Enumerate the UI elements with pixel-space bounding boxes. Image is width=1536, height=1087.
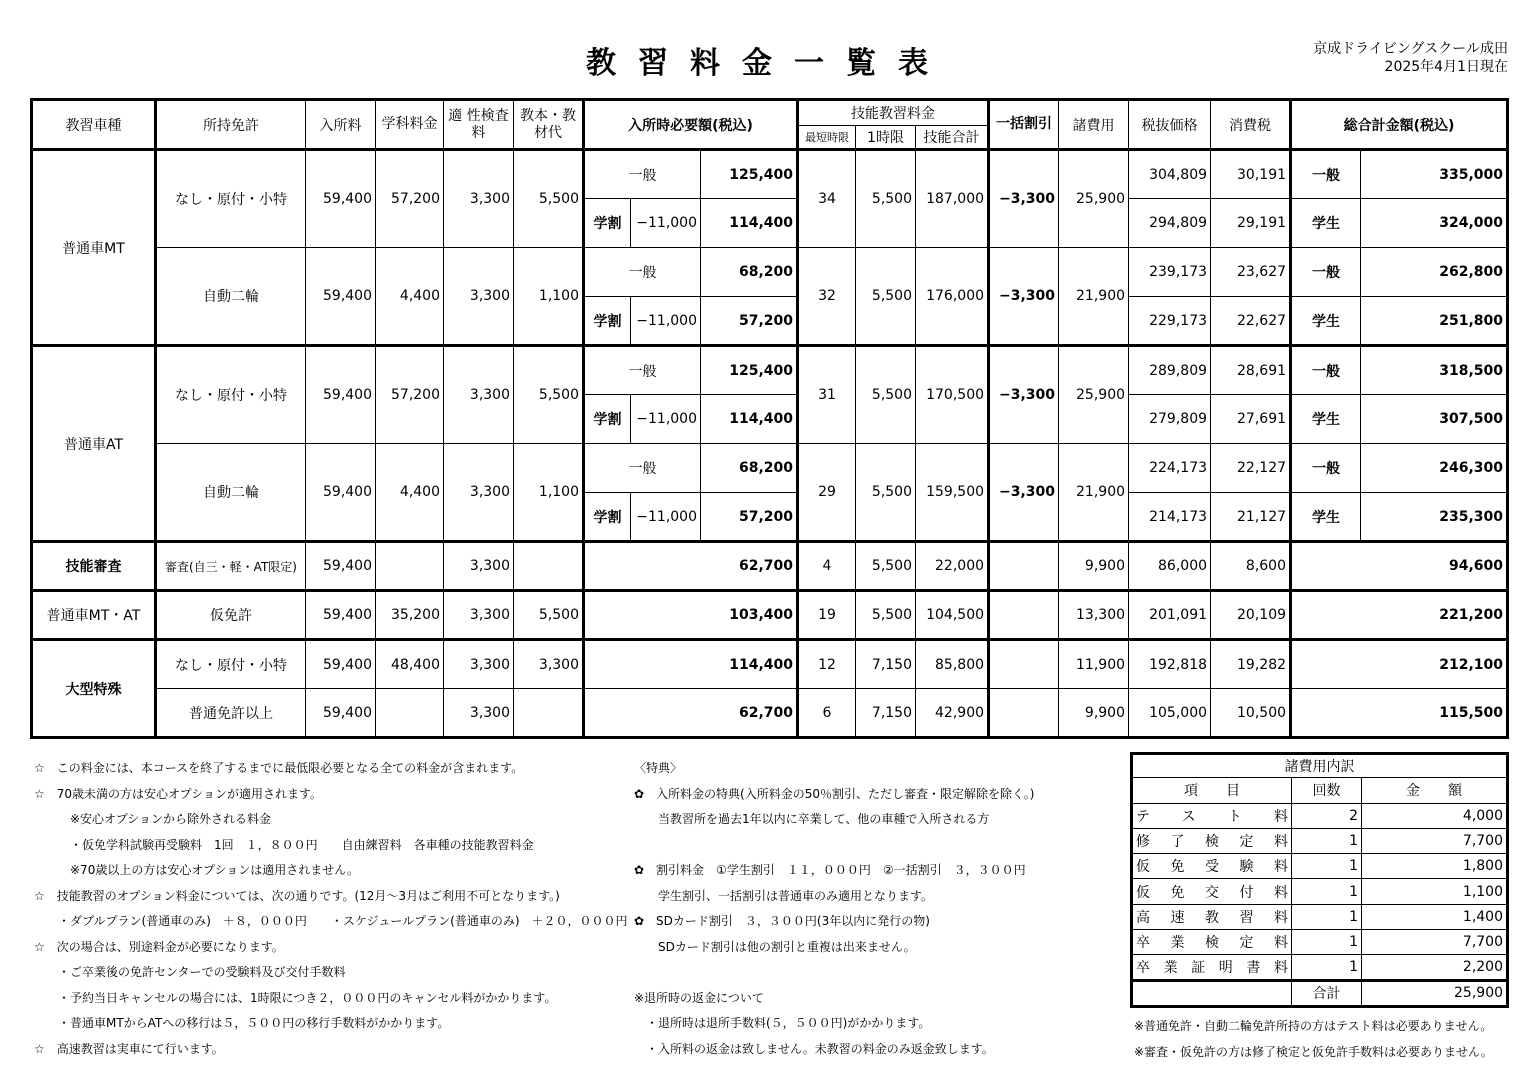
textbook-fee: 1,100: [514, 444, 584, 542]
misc-breakdown-table: [1130, 752, 1509, 1008]
table-row: [32, 346, 1508, 395]
license-cell: 自動二輪: [156, 444, 306, 542]
school-name: 京成ドライビングスクール成田: [1313, 41, 1508, 57]
note-line: ✿ SDカード割引 ３，３００円(3年以内に発行の物): [634, 914, 930, 928]
header-per-hour: 1時限: [856, 126, 916, 150]
header-license: 所持免許: [156, 100, 306, 150]
pretax-general: 239,173: [1129, 248, 1211, 297]
per-hour: 5,500: [856, 444, 916, 542]
header-entry: 入所料: [306, 100, 376, 150]
skill-total: 104,500: [916, 591, 989, 640]
header-row: [32, 100, 1508, 126]
item-name: 卒業検定料: [1132, 930, 1292, 955]
academic-fee: 57,200: [376, 150, 444, 248]
student-disc-label: 学割: [584, 493, 631, 542]
grand-total: 212,100: [1291, 640, 1508, 689]
skill-total: 85,800: [916, 640, 989, 689]
note-line: ・仮免学科試験再受験料 1回 １，８００円 自由練習料 各車種の技能教習料金: [34, 837, 534, 852]
tax-student: 21,127: [1211, 493, 1291, 542]
textbook-fee: 5,500: [514, 346, 584, 444]
general-label: 一般: [584, 150, 701, 199]
header-aptitude: 適 性検査料: [444, 100, 514, 150]
total-row: [1132, 980, 1508, 1006]
item-count: 1: [1292, 904, 1362, 929]
note-line: ✿ 割引料金 ①学生割引 １１，０００円 ②一括割引 ３，３００円: [634, 863, 1026, 877]
item-count: 2: [1292, 803, 1362, 828]
license-cell: 審査(自三・軽・AT限定): [156, 542, 306, 591]
note-line: 〈特典〉: [634, 761, 683, 775]
item-amount: 1,100: [1362, 879, 1508, 904]
item-amount: 2,200: [1362, 955, 1508, 980]
pretax-general: 304,809: [1129, 150, 1211, 199]
header-vehicle: 教習車種: [32, 100, 156, 150]
note-line: ☆ 技能教習のオプション料金については、次の通りです。(12月～3月はご利用不可となります。): [34, 888, 560, 903]
misc-fee: 11,900: [1059, 640, 1129, 689]
grand-general-label: 一般: [1291, 248, 1361, 297]
table-row: [32, 591, 1508, 640]
general-total: 125,400: [701, 346, 798, 395]
note-line: ☆ 70歳未満の方は安心オプションが適用されます。: [34, 786, 322, 801]
general-label: 一般: [584, 346, 701, 395]
tax: 19,282: [1211, 640, 1291, 689]
item-amount: 4,000: [1362, 803, 1508, 828]
bulk-discount: [989, 689, 1059, 738]
min-hours: 34: [798, 150, 856, 248]
entry-fee: 59,400: [306, 591, 376, 640]
tax-student: 27,691: [1211, 395, 1291, 444]
entry-total: 103,400: [584, 591, 798, 640]
pretax: 105,000: [1129, 689, 1211, 738]
textbook-fee: 1,100: [514, 248, 584, 346]
academic-fee: 57,200: [376, 346, 444, 444]
notes-left: [34, 756, 628, 1062]
grand-general-label: 一般: [1291, 346, 1361, 395]
item-name: 仮免交付料: [1132, 879, 1292, 904]
table-row: [32, 150, 1508, 199]
min-hours: 32: [798, 248, 856, 346]
min-hours: 6: [798, 689, 856, 738]
school-header: [1313, 40, 1508, 76]
fee-table: [30, 98, 1509, 739]
header-grand: 総合計金額(税込): [1291, 100, 1508, 150]
skill-total: 42,900: [916, 689, 989, 738]
license-cell: なし・原付・小特: [156, 640, 306, 689]
note-line: ✿ 入所料金の特典(入所料金の50％割引、ただし審査・限定解除を除く。): [634, 786, 1035, 801]
grand-student: 307,500: [1361, 395, 1508, 444]
table-row: [32, 640, 1508, 689]
misc-fee: 9,900: [1059, 689, 1129, 738]
min-hours: 4: [798, 542, 856, 591]
license-cell: なし・原付・小特: [156, 150, 306, 248]
grand-student-label: 学生: [1291, 297, 1361, 346]
tax-student: 22,627: [1211, 297, 1291, 346]
academic-fee: [376, 542, 444, 591]
academic-fee: 35,200: [376, 591, 444, 640]
general-label: 一般: [584, 444, 701, 493]
bulk-discount: [989, 542, 1059, 591]
min-hours: 12: [798, 640, 856, 689]
page-title: 教習料金一覧表: [586, 46, 950, 81]
header-bulk: 一括割引: [989, 100, 1059, 150]
student-disc: −11,000: [631, 395, 701, 444]
grand-general-label: 一般: [1291, 150, 1361, 199]
list-item: [1132, 803, 1508, 828]
note-line: SDカード割引は他の割引と重複は出来ません。: [634, 939, 916, 954]
total-label: 合計: [1292, 980, 1362, 1006]
item-count: 1: [1292, 930, 1362, 955]
student-total: 57,200: [701, 297, 798, 346]
skill-total: 187,000: [916, 150, 989, 248]
pretax: 201,091: [1129, 591, 1211, 640]
tax-general: 28,691: [1211, 346, 1291, 395]
note-line: [634, 960, 1034, 986]
entry-fee: 59,400: [306, 444, 376, 542]
list-item: [1132, 879, 1508, 904]
skill-total: 159,500: [916, 444, 989, 542]
list-item: [1132, 854, 1508, 879]
per-hour: 5,500: [856, 591, 916, 640]
textbook-fee: 3,300: [514, 640, 584, 689]
academic-fee: [376, 689, 444, 738]
academic-fee: 4,400: [376, 444, 444, 542]
per-hour: 7,150: [856, 689, 916, 738]
table-row: [32, 689, 1508, 738]
item-name: 仮免受験料: [1132, 854, 1292, 879]
grand-student: 324,000: [1361, 199, 1508, 248]
aptitude-fee: 3,300: [444, 542, 514, 591]
textbook-fee: [514, 542, 584, 591]
skill-total: 170,500: [916, 346, 989, 444]
aptitude-fee: 3,300: [444, 640, 514, 689]
entry-fee: 59,400: [306, 346, 376, 444]
student-total: 114,400: [701, 199, 798, 248]
header-count: 回数: [1292, 778, 1362, 803]
pretax-student: 229,173: [1129, 297, 1211, 346]
footnote: ※審査・仮免許の方は修了検定と仮免許手数料は必要ありません。: [1134, 1045, 1493, 1059]
vehicle-karimen: 普通車MT・AT: [32, 591, 156, 640]
note-line: ※安心オプションから除外される料金: [34, 812, 271, 826]
student-total: 57,200: [701, 493, 798, 542]
misc-fee: 25,900: [1059, 150, 1129, 248]
entry-fee: 59,400: [306, 640, 376, 689]
list-item: [1132, 904, 1508, 929]
grand-student-label: 学生: [1291, 199, 1361, 248]
misc-breakdown-title: 諸費用内訳: [1132, 754, 1508, 778]
student-disc: −11,000: [631, 493, 701, 542]
grand-general: 318,500: [1361, 346, 1508, 395]
tax-general: 23,627: [1211, 248, 1291, 297]
item-name: 卒業証明書料: [1132, 955, 1292, 980]
header-skill-total: 技能合計: [916, 126, 989, 150]
header-academic: 学科料金: [376, 100, 444, 150]
bulk-discount: −3,300: [989, 248, 1059, 346]
per-hour: 5,500: [856, 248, 916, 346]
vehicle-shinsa: 技能審査: [32, 542, 156, 591]
min-hours: 19: [798, 591, 856, 640]
entry-total: 114,400: [584, 640, 798, 689]
aptitude-fee: 3,300: [444, 346, 514, 444]
note-line: ・退所時は退所手数料(５，５００円)がかかります。: [634, 1016, 931, 1030]
license-cell: 仮免許: [156, 591, 306, 640]
aptitude-fee: 3,300: [444, 591, 514, 640]
per-hour: 5,500: [856, 542, 916, 591]
entry-total: 62,700: [584, 542, 798, 591]
pretax-student: 214,173: [1129, 493, 1211, 542]
item-amount: 1,400: [1362, 904, 1508, 929]
tax: 20,109: [1211, 591, 1291, 640]
note-line: ・入所料の返金は致しません。未教習の料金のみ返金致します。: [634, 1041, 994, 1056]
item-amount: 1,800: [1362, 854, 1508, 879]
note-line: 当教習所を過去1年以内に卒業して、他の車種で入所される方: [634, 812, 990, 826]
header-skill: 技能教習料金: [798, 100, 989, 126]
tax-general: 30,191: [1211, 150, 1291, 199]
misc-fee: 25,900: [1059, 346, 1129, 444]
license-cell: 普通免許以上: [156, 689, 306, 738]
vehicle-mt: 普通車MT: [32, 150, 156, 346]
textbook-fee: [514, 689, 584, 738]
note-line: ☆ この料金には、本コースを終了するまでに最低限必要となる全ての料金が含まれます。: [34, 761, 524, 775]
note-line: ・ご卒業後の免許センターでの受験料及び交付手数料: [34, 965, 346, 979]
header-pretax: 税抜価格: [1129, 100, 1211, 150]
as-of-date: 2025年4月1日現在: [1384, 59, 1508, 75]
pretax: 86,000: [1129, 542, 1211, 591]
misc-fee: 13,300: [1059, 591, 1129, 640]
bulk-discount: [989, 591, 1059, 640]
header-amount: 金 額: [1362, 778, 1508, 803]
min-hours: 29: [798, 444, 856, 542]
aptitude-fee: 3,300: [444, 248, 514, 346]
tax-general: 22,127: [1211, 444, 1291, 493]
entry-fee: 59,400: [306, 248, 376, 346]
pretax-general: 224,173: [1129, 444, 1211, 493]
list-item: [1132, 930, 1508, 955]
note-line: ・普通車MTからATへの移行は５，５００円の移行手数料がかかります。: [34, 1016, 450, 1030]
student-disc-label: 学割: [584, 395, 631, 444]
list-item: [1132, 828, 1508, 853]
academic-fee: 4,400: [376, 248, 444, 346]
note-line: ☆ 次の場合は、別途料金が必要になります。: [34, 939, 284, 954]
notes-middle: [634, 756, 1034, 1062]
textbook-fee: 5,500: [514, 591, 584, 640]
bulk-discount: −3,300: [989, 346, 1059, 444]
note-line: ※退所時の返金について: [634, 990, 764, 1005]
pretax-general: 289,809: [1129, 346, 1211, 395]
license-cell: なし・原付・小特: [156, 346, 306, 444]
entry-fee: 59,400: [306, 150, 376, 248]
grand-student-label: 学生: [1291, 493, 1361, 542]
grand-general: 262,800: [1361, 248, 1508, 297]
header-item: 項 目: [1132, 778, 1292, 803]
grand-general: 335,000: [1361, 150, 1508, 199]
item-name: 修了検定料: [1132, 828, 1292, 853]
license-cell: 自動二輪: [156, 248, 306, 346]
note-line: ☆ 高速教習は実車にて行います。: [34, 1041, 224, 1056]
grand-student-label: 学生: [1291, 395, 1361, 444]
grand-student: 251,800: [1361, 297, 1508, 346]
academic-fee: 48,400: [376, 640, 444, 689]
general-total: 68,200: [701, 444, 798, 493]
list-item: [1132, 955, 1508, 980]
note-line: ※70歳以上の方は安心オプションは適用されません。: [34, 863, 359, 877]
min-hours: 31: [798, 346, 856, 444]
note-line: 学生割引、一括割引は普通車のみ適用となります。: [634, 888, 934, 903]
student-disc: −11,000: [631, 297, 701, 346]
skill-total: 22,000: [916, 542, 989, 591]
student-total: 114,400: [701, 395, 798, 444]
table-row: [32, 248, 1508, 297]
student-disc: −11,000: [631, 199, 701, 248]
per-hour: 5,500: [856, 346, 916, 444]
tax: 10,500: [1211, 689, 1291, 738]
bulk-discount: [989, 640, 1059, 689]
tax-student: 29,191: [1211, 199, 1291, 248]
item-name: 高速教習料: [1132, 904, 1292, 929]
header-min-hours: 最短時限: [798, 126, 856, 150]
vehicle-at: 普通車AT: [32, 346, 156, 542]
table-row: [32, 542, 1508, 591]
header-tax: 消費税: [1211, 100, 1291, 150]
general-label: 一般: [584, 248, 701, 297]
student-disc-label: 学割: [584, 199, 631, 248]
total-amount: 25,900: [1362, 980, 1508, 1006]
textbook-fee: 5,500: [514, 150, 584, 248]
general-total: 125,400: [701, 150, 798, 199]
table-row: [32, 444, 1508, 493]
header-textbook: 教本・教材代: [514, 100, 584, 150]
misc-fee: 9,900: [1059, 542, 1129, 591]
grand-student: 235,300: [1361, 493, 1508, 542]
item-name: テスト料: [1132, 803, 1292, 828]
entry-fee: 59,400: [306, 689, 376, 738]
footnote: ※普通免許・自動二輪免許所持の方はテスト料は必要ありません。: [1134, 1019, 1493, 1033]
misc-fee: 21,900: [1059, 248, 1129, 346]
skill-total: 176,000: [916, 248, 989, 346]
pretax-student: 294,809: [1129, 199, 1211, 248]
item-amount: 7,700: [1362, 828, 1508, 853]
aptitude-fee: 3,300: [444, 444, 514, 542]
item-count: 1: [1292, 879, 1362, 904]
aptitude-fee: 3,300: [444, 150, 514, 248]
header-entry-total: 入所時必要額(税込): [584, 100, 798, 150]
bulk-discount: −3,300: [989, 444, 1059, 542]
item-count: 1: [1292, 955, 1362, 980]
item-amount: 7,700: [1362, 930, 1508, 955]
header-misc: 諸費用: [1059, 100, 1129, 150]
per-hour: 7,150: [856, 640, 916, 689]
note-line: [634, 833, 1034, 859]
general-total: 68,200: [701, 248, 798, 297]
misc-fee: 21,900: [1059, 444, 1129, 542]
grand-total: 94,600: [1291, 542, 1508, 591]
pretax-student: 279,809: [1129, 395, 1211, 444]
entry-fee: 59,400: [306, 542, 376, 591]
grand-total: 115,500: [1291, 689, 1508, 738]
total-blank: [1132, 980, 1292, 1006]
per-hour: 5,500: [856, 150, 916, 248]
note-line: ・予約当日キャンセルの場合には、1時限につき２，０００円のキャンセル料がかかります。: [34, 990, 557, 1005]
vehicle-ogata: 大型特殊: [32, 640, 156, 738]
note-line: ・ダブルプラン(普通車のみ) ＋８，０００円 ・スケジュールプラン(普通車のみ) ＋２０，０００円: [34, 914, 628, 928]
tax: 8,600: [1211, 542, 1291, 591]
grand-general-label: 一般: [1291, 444, 1361, 493]
pretax: 192,818: [1129, 640, 1211, 689]
entry-total: 62,700: [584, 689, 798, 738]
item-count: 1: [1292, 828, 1362, 853]
item-count: 1: [1292, 854, 1362, 879]
aptitude-fee: 3,300: [444, 689, 514, 738]
grand-total: 221,200: [1291, 591, 1508, 640]
bulk-discount: −3,300: [989, 150, 1059, 248]
grand-general: 246,300: [1361, 444, 1508, 493]
student-disc-label: 学割: [584, 297, 631, 346]
